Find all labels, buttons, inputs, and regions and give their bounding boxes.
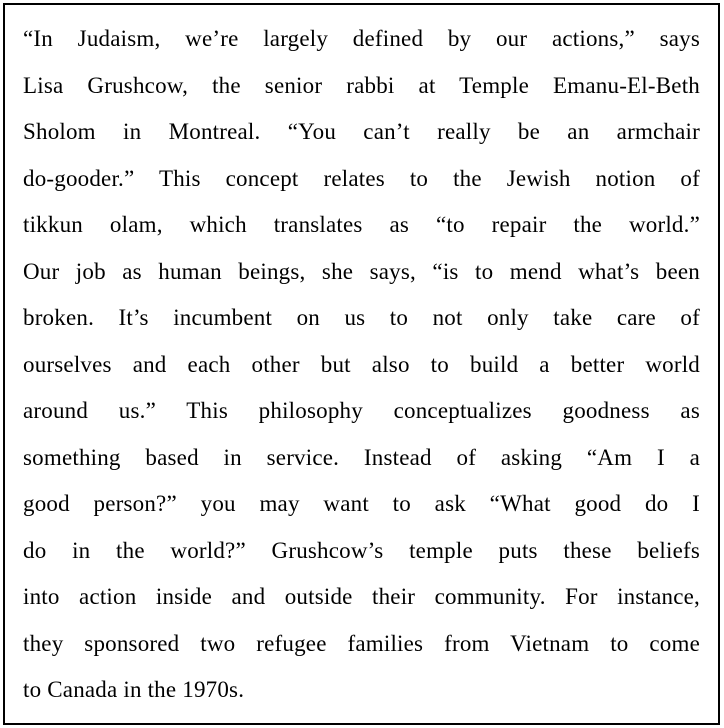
passage-line: do in the world?” Grushcow’s temple puts these beliefs (23, 537, 700, 563)
passage-line: they sponsored two refugee families from Vietnam to come (23, 630, 700, 656)
passage-line-last: to Canada in the 1970s. (23, 677, 245, 702)
passage-border-box (3, 3, 720, 725)
passage-line: do-gooder.” This concept relates to the Jewish notion of (23, 165, 700, 191)
passage-line: Sholom in Montreal. “You can’t really be an armchair (23, 119, 700, 144)
passage-line: something based in service. Instead of asking “Am I a (23, 444, 700, 470)
passage-line: Lisa Grushcow, the senior rabbi at Temple Emanu-El-Beth (23, 72, 700, 98)
passage-line: ourselves and each other but also to build a better world (23, 351, 700, 377)
passage-line: “In Judaism, we’re largely defined by our actions,” says (23, 26, 700, 51)
passage-line: good person?” you may want to ask “What good do I (23, 491, 700, 516)
passage-line: into action inside and outside their community. For instance, (23, 584, 700, 609)
passage-line: around us.” This philosophy conceptualizes goodness as (23, 398, 700, 423)
passage-line: broken. It’s incumbent on us to not only take care of (23, 305, 700, 330)
passage-line: Our job as human beings, she says, “is to mend what’s been (23, 258, 700, 284)
passage (23, 16, 700, 714)
passage-line: tikkun olam, which translates as “to repair the world.” (23, 212, 700, 237)
